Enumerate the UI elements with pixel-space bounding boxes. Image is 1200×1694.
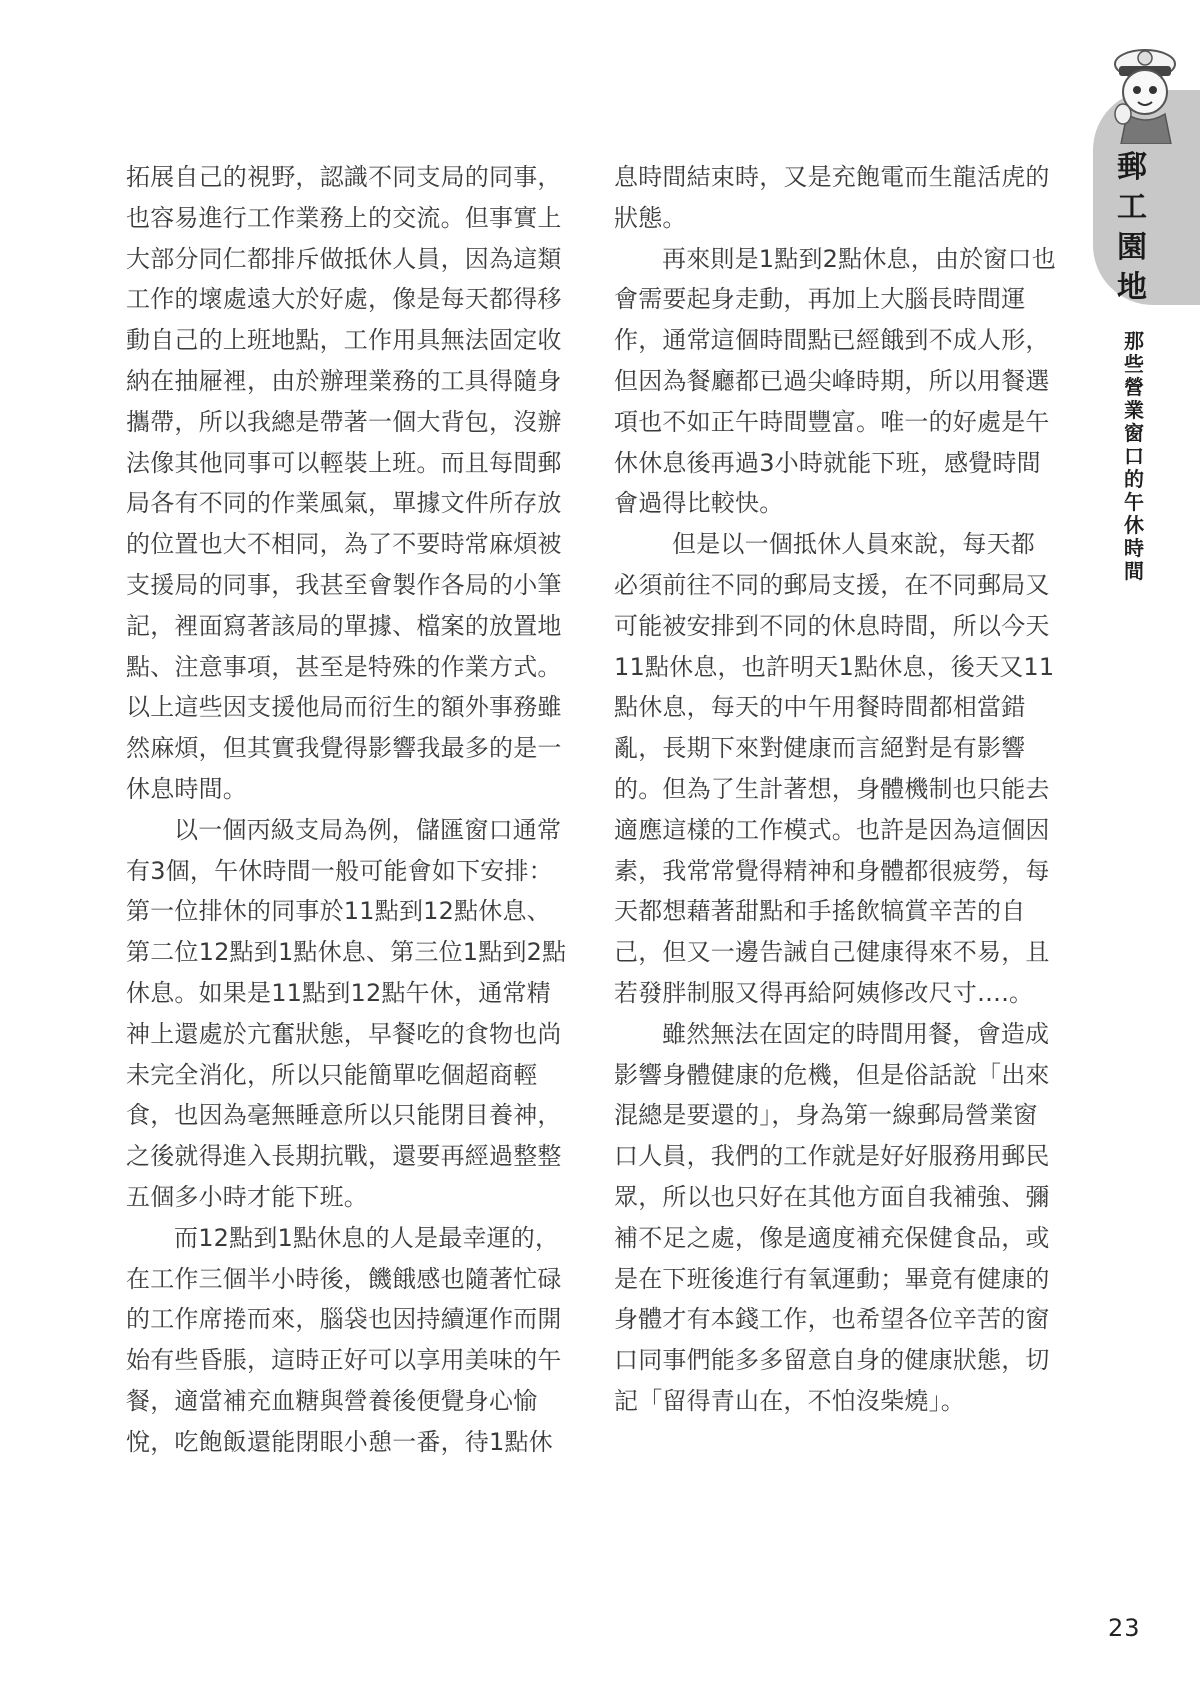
article-subtitle-char: 的 [1124,467,1144,491]
article-subtitle-char: 休 [1124,513,1144,537]
paragraph: 但是以一個抵休人員來說，每天都必須前往不同的郵局支援，在不同郵局又可能被安排到不同的休息時間，所以今天11點休息，也許明天1點休息，後天又11點休息，每天的中午用餐時間都相當錯亂，長期下來對健康而言絕對是有影響的。但為了生計著想，身體機制也只能去適應這樣的工作模式。也許是因為這個因素，我常常覺得精神和身體都很疲勞，每天都想藉著甜點和手搖飲犒賞辛苦的自己，但又一邊告誡自己健康得來不易，且若發胖制服又得再給阿姨修改尺寸….。 [614,530,1055,1007]
article-subtitle-char: 些 [1124,352,1144,376]
article-subtitle [1120,330,1148,583]
section-title-char: 園 [1117,230,1147,265]
right-column [614,157,1059,1422]
article-subtitle-char: 口 [1124,444,1144,468]
section-title-char: 工 [1117,190,1147,225]
section-title [1112,148,1152,308]
paragraph: 以一個丙級支局為例，儲匯窗口通常有3個，午休時間一般可能會如下安排：第一位排休的同事於11點到12點休息、第二位12點到1點休息、第三位1點到2點休息。如果是11點到12點午休，通常精神上還處於亢奮狀態，早餐吃的食物也尚未完全消化，所以只能簡單吃個超商輕食，也因為毫無睡意所以只能閉目養神，之後就得進入長期抗戰，還要再經過整整五個多小時才能下班。 [126,815,567,1211]
article-subtitle-char: 營 [1124,375,1144,399]
left-column [126,157,571,1463]
article-subtitle-char: 間 [1124,559,1144,583]
article-subtitle-char: 業 [1124,398,1144,422]
paragraph: 而12點到1點休息的人是最幸運的，在工作三個半小時後，饑餓感也隨著忙碌的工作席捲而來，腦袋也因持續運作而開始有些昏脹，這時正好可以享用美味的午餐，適當補充血糖與營養後便覺身心愉悅，吃飽飯還能閉眼小憩一番，待1點休 [126,1223,562,1456]
paragraph: 息時間結束時，又是充飽電而生龍活虎的狀態。 [614,163,1050,232]
article-subtitle-char: 那 [1124,329,1144,353]
section-title-char: 郵 [1117,150,1147,185]
article-subtitle-char: 午 [1124,490,1144,514]
mascot-icon [1105,44,1200,144]
paragraph: 拓展自己的視野，認識不同支局的同事，也容易進行工作業務上的交流。但事實上大部分同仁都排斥做抵休人員，因為這類工作的壞處遠大於好處，像是每天都得移動自己的上班地點，工作用具無法固定收納在抽屜裡，由於辦理業務的工具得隨身攜帶，所以我總是帶著一個大背包，沒辦法像其他同事可以輕裝上班。而且每間郵局各有不同的作業風氣，單據文件所存放的位置也大不相同，為了不要時常麻煩被支援局的同事，我甚至會製作各局的小筆記，裡面寫著該局的單據、檔案的放置地點、注意事項，甚至是特殊的作業方式。以上這些因支援他局而衍生的額外事務雖然麻煩，但其實我覺得影響我最多的是一休息時間。 [126,163,562,803]
article-subtitle-char: 窗 [1124,421,1144,445]
paragraph: 再來則是1點到2點休息，由於窗口也會需要起身走動，再加上大腦長時間運作，通常這個時間點已經餓到不成人形，但因為餐廳都已過尖峰時期，所以用餐選項也不如正午時間豐富。唯一的好處是午休休息後再過3小時就能下班，感覺時間會過得比較快。 [614,244,1056,518]
section-title-char: 地 [1117,270,1147,305]
article-subtitle-char: 時 [1124,536,1144,560]
paragraph: 雖然無法在固定的時間用餐，會造成影響身體健康的危機，但是俗話說「出來混總是要還的」，身為第一線郵局營業窗口人員，我們的工作就是好好服務用郵民眾，所以也只好在其他方面自我補強、彌補不足之處，像是適度補充保健食品，或是在下班後進行有氧運動；畢竟有健康的身體才有本錢工作，也希望各位辛苦的窗口同事們能多多留意自身的健康狀態，切記「留得青山在，不怕沒柴燒」。 [614,1019,1050,1415]
page-number: 23 [1108,1614,1141,1642]
